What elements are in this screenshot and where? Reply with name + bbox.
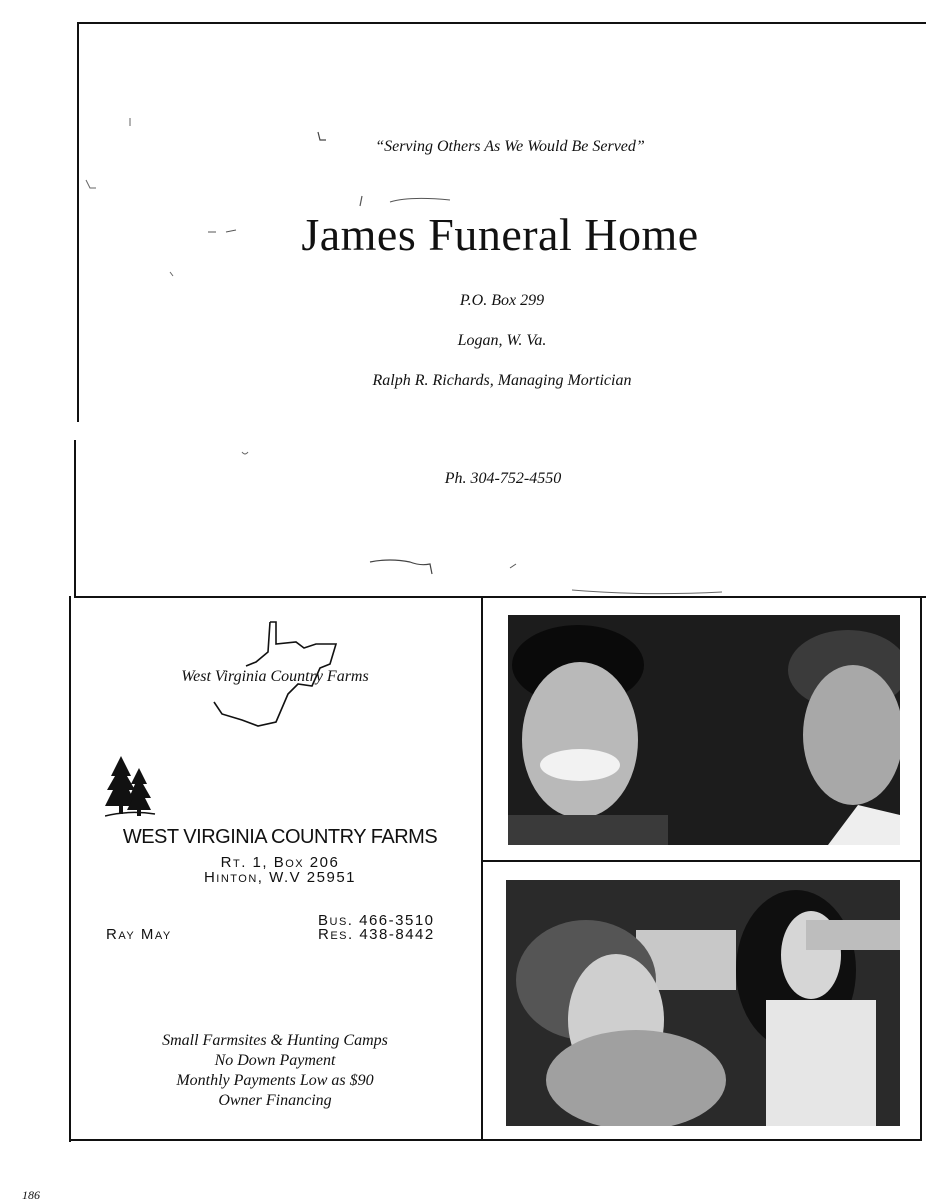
farms-promo-line: No Down Payment: [214, 1052, 336, 1069]
farms-promo-line: Small Farmsites & Hunting Camps: [162, 1032, 388, 1049]
farms-promo-line: Owner Financing: [218, 1092, 332, 1109]
right-border-lower: [920, 596, 922, 1141]
funeral-home-po-box: P.O. Box 299: [459, 292, 545, 309]
farms-address-line2: Hinton, W.V 25951: [203, 869, 357, 886]
farms-heading: WEST VIRGINIA COUNTRY FARMS: [122, 826, 438, 848]
page-number: 186: [22, 1188, 40, 1202]
lower-left-border: [69, 596, 71, 1142]
funeral-home-phone: Ph. 304-752-4550: [444, 470, 562, 487]
pen-marks: [0, 0, 926, 600]
funeral-home-motto: “Serving Others As We Would Be Served”: [375, 138, 645, 155]
farms-contact-name: Ray May: [106, 926, 172, 943]
funeral-home-name: James Funeral Home: [301, 209, 699, 260]
pine-trees-logo: [105, 756, 157, 818]
funeral-home-city: Logan, W. Va.: [457, 332, 547, 349]
photo-two-boys-art: [508, 615, 900, 845]
funeral-home-manager: Ralph R. Richards, Managing Mortician: [372, 372, 632, 389]
photo-two-girls-art: [506, 880, 900, 1126]
ad-column-divider: [481, 596, 483, 1141]
farms-brand-script: West Virginia Country Farms: [181, 668, 369, 685]
farms-promo-line: Monthly Payments Low as $90: [176, 1072, 374, 1089]
photo-two-boys: [508, 615, 900, 845]
farms-business-phone: Bus. 466-3510: [318, 912, 435, 929]
photo-divider: [482, 860, 922, 862]
photo-two-girls: [506, 880, 900, 1126]
farms-address-line1: Rt. 1, Box 206: [220, 854, 340, 871]
farms-residence-phone: Res. 438-8442: [318, 926, 435, 943]
bottom-border: [69, 1139, 922, 1141]
